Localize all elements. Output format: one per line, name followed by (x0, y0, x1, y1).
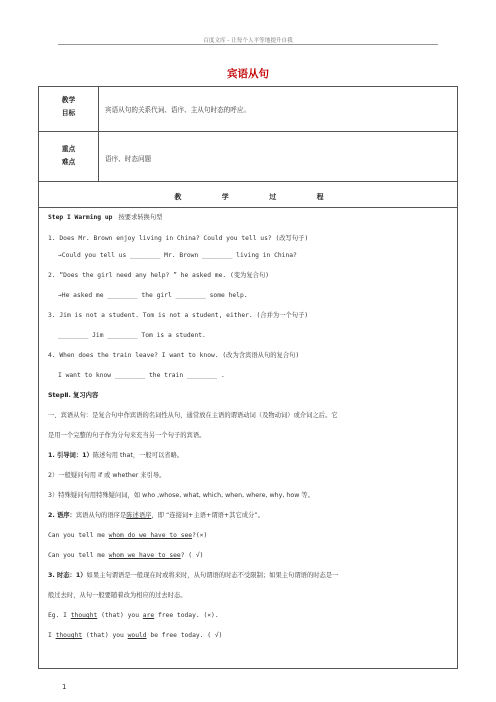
process-char: 教 (174, 193, 182, 201)
intro-word-label: 1. 引导词：1） (48, 452, 93, 459)
example-mark: ? ( √) (180, 552, 204, 559)
process-char: 学 (221, 193, 229, 201)
example-clause: whom we have to see (108, 552, 181, 559)
goal-label (39, 94, 98, 120)
example-clause: whom do we have to see (108, 532, 193, 539)
tense-label: 3. 时态：1） (48, 572, 87, 579)
intro-word-line (48, 451, 183, 460)
step2-para-line2: 是用一个完整的句子作为分句来充当另一个句子的宾语。 (48, 432, 206, 439)
eg-mid: (that) you (97, 612, 143, 619)
eg-verb2: are (142, 612, 155, 619)
column-divider (98, 87, 99, 181)
intro-word-item3: 3）特殊疑问句用特殊疑问词，如 who ,whose, what, which, when, where, why, how 等。 (48, 492, 314, 499)
goal-label-line2: 目标 (61, 109, 76, 117)
example-mark: ?(×) (192, 532, 208, 539)
eg-end: be free today. ( √) (146, 632, 223, 639)
eg-prefix: I (48, 632, 56, 639)
step1-a1: →Could you tell us ________ Mr. Brown ________ living in China? (58, 252, 297, 259)
page-number: 1 (62, 683, 67, 691)
header-rule (58, 44, 438, 45)
process-heading (39, 192, 459, 202)
tense-example-wrong (48, 611, 219, 620)
eg-prefix: Eg. I (48, 612, 71, 619)
example-prefix: Can you tell me (48, 532, 109, 539)
eg-verb: thought (70, 612, 98, 619)
tense-line (48, 571, 338, 580)
page-header: 百度文库 - 让每个人平等地提升自我 (203, 38, 293, 44)
page-title: 宾语从句 (227, 68, 269, 80)
example-prefix: Can you tell me (48, 552, 109, 559)
word-order-rule: ，即 “连接词+主语+谓语+其它成分”。 (151, 512, 264, 519)
tense-text-cont: 般过去时，从句一般要随着改为相应的过去时态。 (48, 592, 187, 599)
example-right (48, 551, 203, 560)
key-label (39, 143, 98, 169)
eg-end: free today. (×). (154, 612, 219, 619)
row-divider (39, 181, 457, 182)
step1-a4: I want to know ________ the train ________ . (58, 372, 225, 379)
lesson-table (38, 86, 458, 669)
eg-verb2: would (127, 632, 147, 639)
step2-para-line1: 一、宾语从句：是复合句中作宾语的名词性从句，通常放在主语的谓语动词（及物动词）或介词之后。它 (48, 412, 338, 419)
step1-heading-line (48, 213, 163, 222)
process-char: 程 (316, 193, 324, 201)
goal-label-line1: 教学 (61, 96, 76, 104)
key-label-line1: 重点 (61, 145, 76, 153)
eg-mid: (that) you (82, 632, 128, 639)
key-text: 语序、时态问题 (105, 155, 152, 163)
step1-q2: 2. “Does the girl need any help? ” he asked me. (变为复合句) (48, 272, 270, 279)
step1-a3: ________ Jim ________ Tom is a student. (58, 332, 206, 339)
row-divider (39, 207, 457, 208)
step1-heading-note: 按要求转换句型 (118, 214, 163, 221)
word-order-text: 宾语从句的语序是 (75, 512, 127, 519)
word-order-label: 2. 语序： (48, 512, 76, 519)
process-char: 过 (269, 193, 277, 201)
step1-q3: 3. Jim is not a student. Tom is not a student, either. (合并为一个句子) (48, 312, 309, 319)
step1-q4: 4. When does the train leave? I want to know. (改为含宾语从句的复合句) (48, 352, 300, 359)
row-divider (39, 131, 457, 132)
step1-a2: →He asked me ________ the girl ________ some help. (58, 292, 248, 299)
eg-verb: thought (55, 632, 83, 639)
word-order-line (48, 511, 264, 520)
step1-heading: Step I Warming up (48, 214, 113, 221)
example-wrong (48, 531, 207, 540)
tense-example-right (48, 631, 222, 640)
intro-word-text: 陈述句用 that，一般可以省略。 (92, 452, 184, 459)
word-order-emph: 陈述语序 (126, 512, 152, 519)
step2-heading: StepⅡ. 复习内容 (48, 392, 99, 399)
tense-text: 如果主句谓语是一般现在时或将来时，从句谓语的时态不受限制；如果主句谓语的时态是一 (86, 572, 339, 579)
intro-word-item2: 2）一般疑问句用 if 或 whether 来引导。 (48, 472, 166, 479)
step1-q1: 1. Does Mr. Brown enjoy living in China? Could you tell us? (改写句子) (48, 235, 309, 242)
key-label-line2: 难点 (61, 158, 76, 166)
goal-text: 宾语从句的关系代词、语序、主从句时态的呼应。 (105, 106, 251, 114)
